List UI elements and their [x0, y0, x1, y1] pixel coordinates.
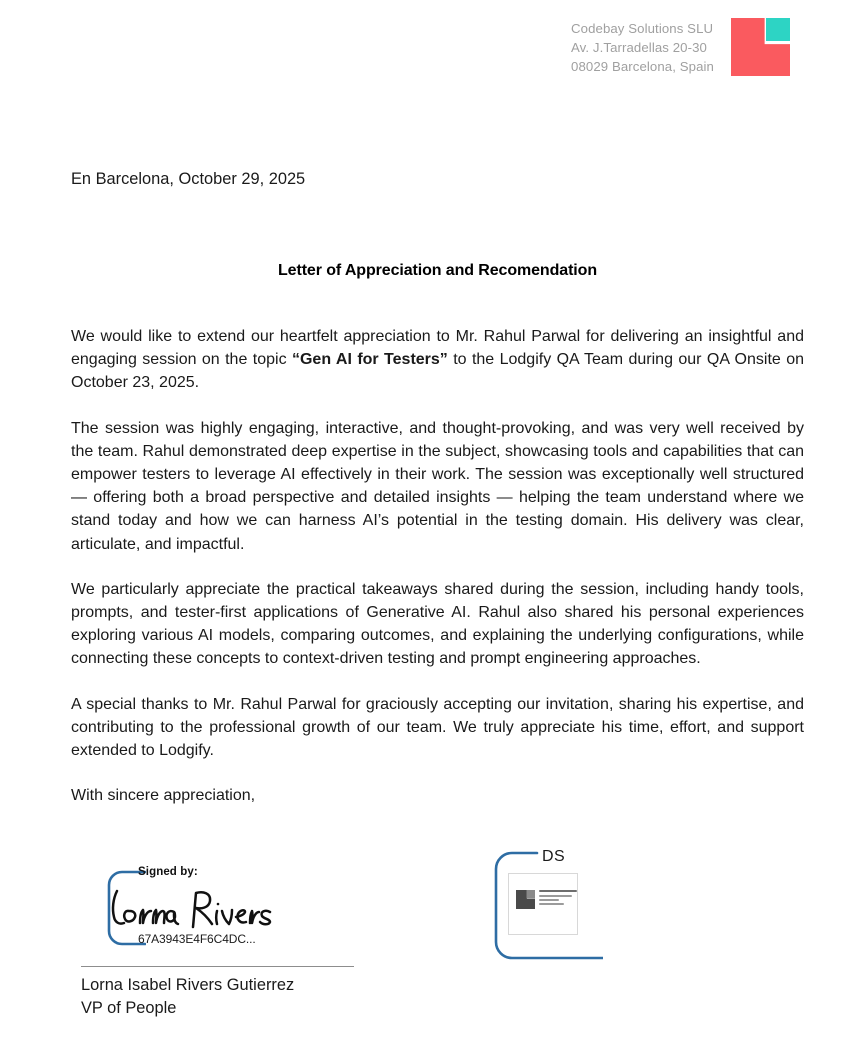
handwritten-signature-icon [107, 885, 275, 933]
stamp-logo-icon [516, 890, 535, 909]
paragraph-2: The session was highly engaging, interactive, and thought-provoking, and was very well received by the team. Rahul demonstrated deep expertise in the subject, showcasing tools and capabilities that can empower testers to leverage AI effectively in their work. The session was exceptionally well structured — offering both a broad perspective and detailed insights — helping the team understand where we stand today and how we can harness AI’s potential in the testing domain. His delivery was clear, articulate, and impactful. [71, 419, 804, 553]
company-name: Codebay Solutions SLU [571, 21, 714, 36]
signer-title: VP of People [81, 999, 177, 1017]
stamp-text-line [539, 899, 559, 901]
emphasized-text: “Gen AI for Testers” [291, 351, 448, 369]
stamp-logo-square [527, 890, 535, 898]
ds-label: DS [542, 848, 566, 865]
page-title: Letter of Appreciation and Recomendation [278, 262, 597, 279]
ds-stamp-block [491, 848, 603, 963]
signed-by-label: Signed by: [138, 866, 198, 878]
closing-line: With sincere appreciation, [71, 787, 256, 805]
signer-block [81, 974, 294, 1020]
docusign-signature-stamp [104, 866, 279, 947]
date-line: En Barcelona, October 29, 2025 [71, 170, 306, 188]
letter-body [71, 0, 804, 807]
paragraph-3: We particularly appreciate the practical takeaways shared during the session, including handy tools, prompts, and tester-first applications of Generative AI. Rahul also shared his personal experiences exploring various AI models, comparing outcomes, and explaining the underlying configurations, while connecting these concepts to context-driven testing and prompt engineering approaches. [71, 580, 804, 668]
signature-rule [81, 966, 354, 967]
company-address-line-2: 08029 Barcelona, Spain [571, 59, 714, 74]
stamp-text-line [539, 890, 577, 892]
paragraph-1: We would like to extend our heartfelt appreciation to Mr. Rahul Parwal for delivering an insightful and engaging session on the topic “Gen AI for Testers” to the Lodgify QA Team during our QA Onsite on October 23, 2025. [71, 328, 805, 392]
company-stamp-image [508, 873, 578, 935]
signer-name: Lorna Isabel Rivers Gutierrez [81, 976, 295, 994]
stamp-text-line [539, 903, 564, 905]
company-stamp-content [516, 890, 577, 909]
company-address-line-1: Av. J.Tarradellas 20-30 [571, 40, 707, 55]
signature-area [0, 840, 853, 1054]
stamp-text-lines [539, 890, 577, 907]
paragraph-4: A special thanks to Mr. Rahul Parwal for graciously accepting our invitation, sharing his expertise, and contributing to the professional growth of our team. We truly appreciate his time, effort, and support extended to Lodgify. [71, 695, 804, 760]
envelope-hash: 67A3943E4F6C4DC... [138, 932, 256, 946]
stamp-text-line [539, 895, 572, 897]
